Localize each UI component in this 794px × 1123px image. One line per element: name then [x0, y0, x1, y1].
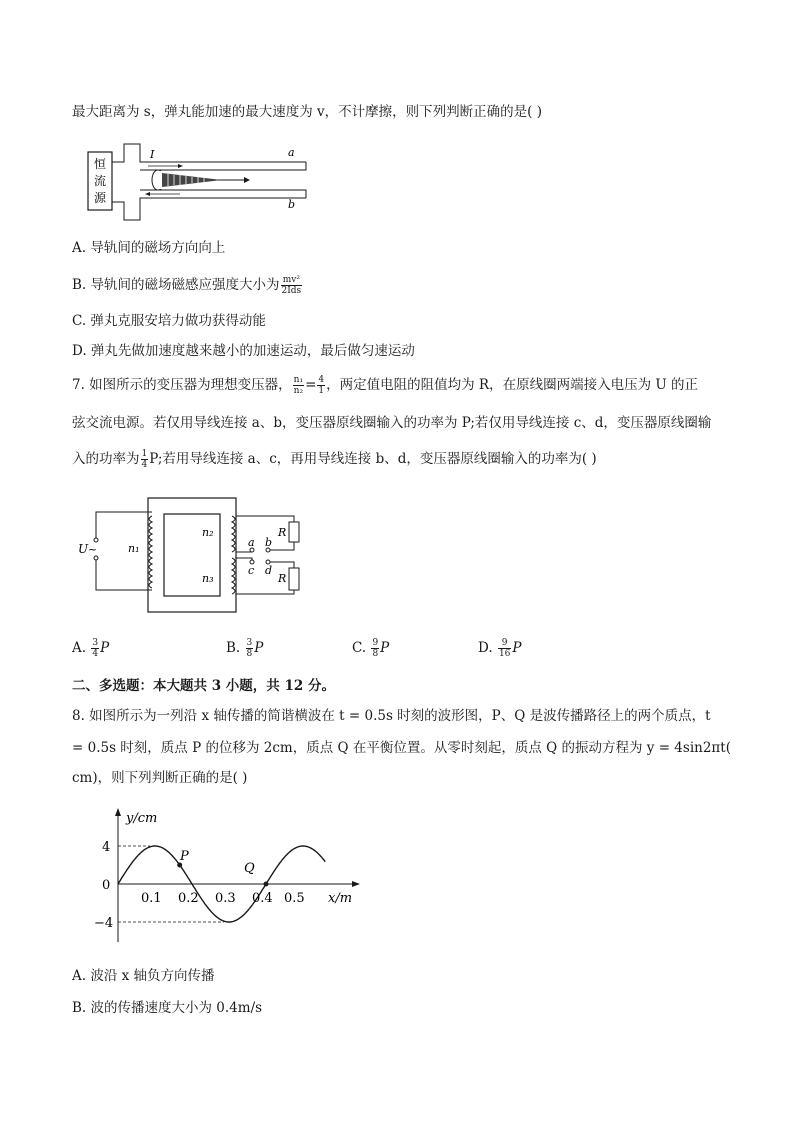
q7-stem-line2: 弦交流电源。若仅用导线连接 a、b，变压器原线圈输入的功率为 P;若仅用导线连接 c、d，变压器原线圈输: [72, 415, 712, 431]
resistor-bottom-label: R: [278, 572, 287, 585]
q8-stem-line1: 8. 如图所示为一列沿 x 轴传播的简谐横波在 t = 0.5s 时刻的波形图，P、Q 是波传播路径上的两个质点，t: [72, 708, 711, 724]
q6-option-c: C. 弹丸克服安培力做功获得动能: [72, 313, 266, 329]
terminal-d-label: d: [265, 564, 273, 577]
ac-symbol: ~: [88, 543, 98, 556]
resistor-top-label: R: [278, 526, 287, 539]
point-q-marker: [264, 882, 269, 887]
current-label: I: [150, 148, 155, 161]
terminal-b-label: b: [265, 536, 273, 549]
source-label-3: 源: [93, 191, 107, 205]
y-tick-neg4: −4: [94, 916, 114, 931]
point-p-label: P: [180, 849, 189, 864]
q7-option-d: D. $\frac{9}{16}$ P: [478, 638, 522, 659]
q8-option-a: A. 波沿 x 轴负方向传播: [72, 968, 215, 984]
terminal-c-label: c: [248, 564, 255, 577]
q7-option-c: C. $\frac{9}{8}$ P: [352, 638, 390, 659]
coil-n1-label: n₁: [128, 542, 140, 555]
y-tick-0: 0: [102, 878, 111, 893]
x-tick-0-3: 0.3: [215, 891, 236, 906]
section-2-title: 二、多选题：本大题共 3 小题，共 12 分。: [72, 678, 335, 694]
x-tick-0-5: 0.5: [284, 891, 305, 906]
rail-b-label: b: [288, 198, 296, 211]
source-label-2: 流: [93, 174, 107, 188]
y-tick-4: 4: [102, 840, 111, 855]
terminal-a-label: a: [248, 536, 255, 549]
x-axis-arrow: [352, 881, 360, 887]
q6-option-a: A. 导轨间的磁场方向向上: [72, 240, 226, 256]
voltage-label: U: [78, 542, 89, 556]
coil-n3-label: n₃: [202, 572, 214, 585]
q8-stem-line2: = 0.5s 时刻，质点 P 的位移为 2cm，质点 Q 在平衡位置。从零时刻起，质点 Q 的振动方程为 y = 4sin2πt(: [72, 740, 731, 756]
q6-option-b-fraction: $\frac{\text{mv²}}{\text{2Ids}}$: [281, 275, 302, 296]
x-axis-label: x/m: [328, 891, 353, 906]
q8-option-b: B. 波的传播速度大小为 0.4m/s: [72, 1000, 263, 1016]
point-q-label: Q: [244, 861, 255, 876]
railgun-diagram: [82, 140, 322, 230]
coil-n2-label: n₂: [202, 526, 214, 539]
q6-option-b: B. 导轨间的磁场磁感应强度大小为 $\frac{\text{mv²}}{\text{2Ids}}$: [72, 275, 302, 296]
x-tick-0-1: 0.1: [141, 891, 162, 906]
wave-graph: [88, 804, 378, 954]
y-axis-arrow: [115, 808, 121, 816]
q6-stem-tail: 最大距离为 s，弹丸能加速的最大速度为 v，不计摩擦，则下列判断正确的是( ): [72, 104, 542, 120]
y-axis-label: y/cm: [126, 811, 158, 826]
rail-a-label: a: [288, 146, 295, 159]
transformer-diagram: [74, 494, 314, 620]
x-tick-0-4: 0.4: [252, 891, 273, 906]
source-label-1: 恒: [93, 157, 107, 171]
q8-stem-line3: cm)，则下列判断正确的是( ): [72, 770, 248, 786]
x-tick-0-2: 0.2: [178, 891, 199, 906]
q7-option-b: B. $\frac{3}{8}$ P: [226, 638, 264, 659]
q7-option-a: A. $\frac{3}{4}$ P: [72, 638, 110, 659]
q7-stem-line3: 入的功率为 $\frac{1}{4}$ P;若用导线连接 a、c，再用导线连接 b、d，变压器原线圈输入的功率为( ): [72, 449, 597, 470]
q7-stem-line1: 7. 如图所示的变压器为理想变压器， $\frac{\text{n₁}}{\text{n₂}}$ = $\frac{4}{1}$ ，两定值电阻的阻值均为 R，在原线圈两端接入电压为 U 的正: [72, 375, 699, 396]
q6-option-d: D. 弹丸先做加速度越来越小的加速运动，最后做匀速运动: [72, 343, 415, 359]
